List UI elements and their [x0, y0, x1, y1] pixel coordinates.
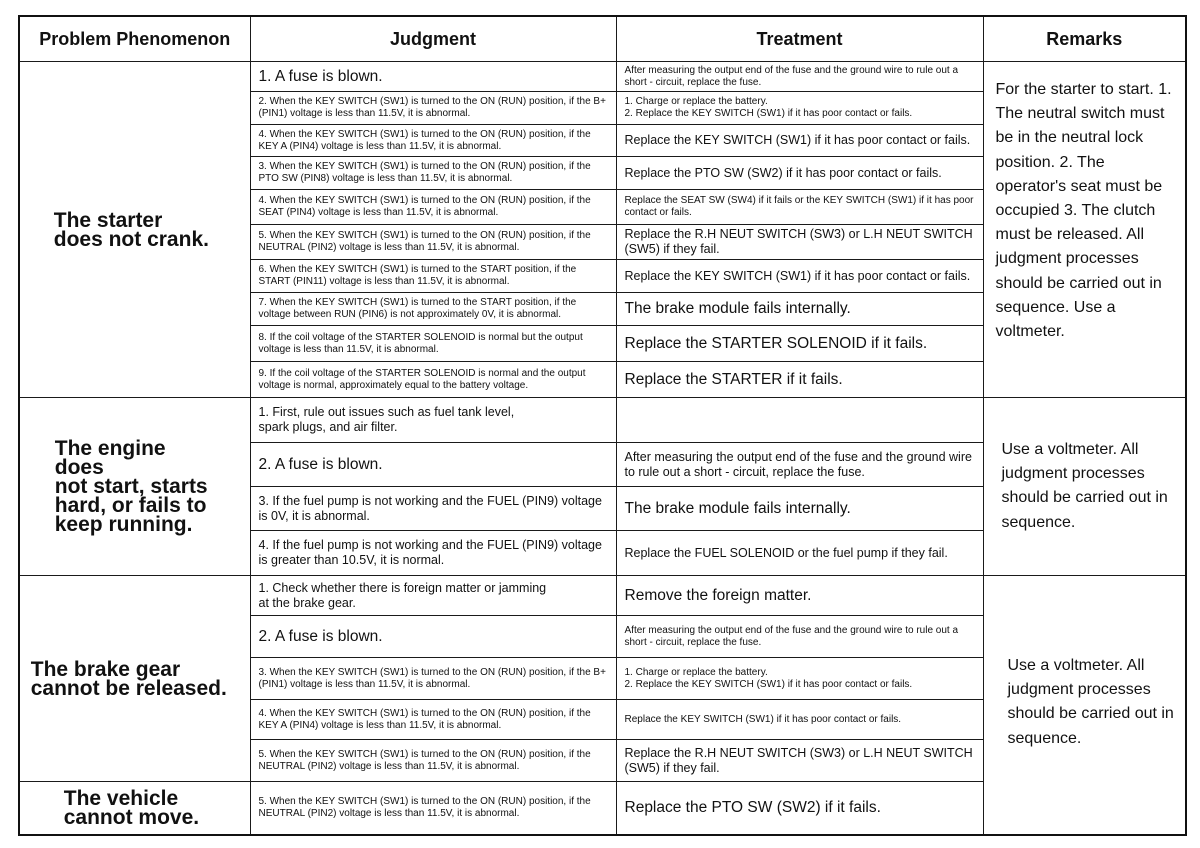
judgment-cell: 6. When the KEY SWITCH (SW1) is turned to the START position, if the START (PIN11) voltage is less than 11.5V, it is abnormal. — [250, 260, 616, 293]
problem-brake-text: The brake gear cannot be released. — [30, 657, 227, 700]
judgment-cell: 5. When the KEY SWITCH (SW1) is turned to the ON (RUN) position, if the NEUTRAL (PIN2) voltage is less than 11.5V, it is abnormal. — [250, 782, 616, 835]
judgment-cell: 5. When the KEY SWITCH (SW1) is turned to the ON (RUN) position, if the NEUTRAL (PIN2) voltage is less than 11.5V, it is abnormal. — [250, 740, 616, 782]
treatment-cell: The brake module fails internally. — [616, 293, 983, 326]
treatment-cell: Replace the PTO SW (SW2) if it has poor contact or fails. — [616, 157, 983, 190]
treatment-cell: Replace the STARTER if it fails. — [616, 362, 983, 398]
judgment-cell: 4. When the KEY SWITCH (SW1) is turned to the ON (RUN) position, if the SEAT (PIN4) voltage is less than 11.5V, it is abnormal. — [250, 190, 616, 225]
judgment-cell: 5. When the KEY SWITCH (SW1) is turned to the ON (RUN) position, if the NEUTRAL (PIN2) voltage is less than 11.5V, it is abnormal. — [250, 225, 616, 260]
treatment-cell: The brake module fails internally. — [616, 487, 983, 531]
judgment-cell: 3. When the KEY SWITCH (SW1) is turned to the ON (RUN) position, if the PTO SW (PIN8) voltage is less than 11.5V, it is abnormal. — [250, 157, 616, 190]
troubleshooting-table — [18, 15, 1187, 836]
judgment-cell: 3. When the KEY SWITCH (SW1) is turned to the ON (RUN) position, if the B+ (PIN1) voltage is less than 11.5V, it is abnormal. — [250, 658, 616, 700]
remarks-engine: Use a voltmeter. All judgment processes should be carried out in sequence. — [983, 398, 1186, 576]
problem-vehicle — [19, 782, 250, 835]
treatment-cell: After measuring the output end of the fuse and the ground wire to rule out a short - circuit, replace the fuse. — [616, 443, 983, 487]
problem-vehicle-text: The vehicle cannot move. — [63, 786, 200, 829]
treatment-cell: 1. Charge or replace the battery. 2. Replace the KEY SWITCH (SW1) if it has poor contact or fails. — [616, 658, 983, 700]
judgment-cell: 1. A fuse is blown. — [250, 62, 616, 92]
judgment-cell: 1. Check whether there is foreign matter or jamming at the brake gear. — [250, 576, 616, 616]
judgment-cell: 4. When the KEY SWITCH (SW1) is turned to the ON (RUN) position, if the KEY A (PIN4) voltage is less than 11.5V, it is abnormal. — [250, 125, 616, 157]
header-problem: Problem Phenomenon — [19, 16, 250, 62]
problem-starter — [19, 62, 250, 398]
problem-engine — [19, 398, 250, 576]
judgment-cell: 4. When the KEY SWITCH (SW1) is turned to the ON (RUN) position, if the KEY A (PIN4) voltage is less than 11.5V, it is abnormal. — [250, 700, 616, 740]
judgment-cell: 2. A fuse is blown. — [250, 616, 616, 658]
judgment-cell: 7. When the KEY SWITCH (SW1) is turned to the START position, if the voltage between RUN (PIN6) is not approximately 0V, it is abnormal. — [250, 293, 616, 326]
judgment-cell: 3. If the fuel pump is not working and the FUEL (PIN9) voltage is 0V, it is abnormal. — [250, 487, 616, 531]
treatment-cell — [616, 398, 983, 443]
judgment-cell: 4. If the fuel pump is not working and the FUEL (PIN9) voltage is greater than 10.5V, it is normal. — [250, 531, 616, 576]
problem-starter-text: The starter does not crank. — [53, 208, 209, 251]
treatment-cell: Replace the R.H NEUT SWITCH (SW3) or L.H NEUT SWITCH (SW5) if they fail. — [616, 740, 983, 782]
treatment-cell: Replace the KEY SWITCH (SW1) if it has poor contact or fails. — [616, 700, 983, 740]
remarks-brake: Use a voltmeter. All judgment processes should be carried out in sequence. — [983, 576, 1186, 835]
header-row — [19, 16, 1186, 62]
problem-brake — [19, 576, 250, 782]
judgment-cell: 1. First, rule out issues such as fuel tank level, spark plugs, and air filter. — [250, 398, 616, 443]
table-row — [19, 62, 1186, 92]
treatment-cell: 1. Charge or replace the battery. 2. Replace the KEY SWITCH (SW1) if it has poor contact or fails. — [616, 92, 983, 125]
header-treatment: Treatment — [616, 16, 983, 62]
judgment-cell: 9. If the coil voltage of the STARTER SOLENOID is normal and the output voltage is normal, approximately equal to the battery voltage. — [250, 362, 616, 398]
judgment-cell: 8. If the coil voltage of the STARTER SOLENOID is normal but the output voltage is less than 11.5V, it is abnormal. — [250, 326, 616, 362]
header-remarks: Remarks — [983, 16, 1186, 62]
treatment-cell: Replace the KEY SWITCH (SW1) if it has poor contact or fails. — [616, 260, 983, 293]
treatment-cell: Replace the PTO SW (SW2) if it fails. — [616, 782, 983, 835]
remarks-starter: For the starter to start. 1. The neutral switch must be in the neutral lock position. 2. The operator's seat must be occupied 3. The clutch must be released. All judgment processes should be carried out in sequence. Use a voltmeter. — [983, 62, 1186, 398]
treatment-cell: Replace the FUEL SOLENOID or the fuel pump if they fail. — [616, 531, 983, 576]
judgment-cell: 2. A fuse is blown. — [250, 443, 616, 487]
treatment-cell: Replace the KEY SWITCH (SW1) if it has poor contact or fails. — [616, 125, 983, 157]
treatment-cell: After measuring the output end of the fuse and the ground wire to rule out a short - circuit, replace the fuse. — [616, 616, 983, 658]
table-row — [19, 398, 1186, 443]
treatment-cell: After measuring the output end of the fuse and the ground wire to rule out a short - circuit, replace the fuse. — [616, 62, 983, 92]
treatment-cell: Replace the SEAT SW (SW4) if it fails or the KEY SWITCH (SW1) if it has poor contact or fails. — [616, 190, 983, 225]
treatment-cell: Replace the R.H NEUT SWITCH (SW3) or L.H NEUT SWITCH (SW5) if they fail. — [616, 225, 983, 260]
judgment-cell: 2. When the KEY SWITCH (SW1) is turned to the ON (RUN) position, if the B+ (PIN1) voltage is less than 11.5V, it is abnormal. — [250, 92, 616, 125]
header-judgment: Judgment — [250, 16, 616, 62]
table-row — [19, 576, 1186, 616]
treatment-cell: Remove the foreign matter. — [616, 576, 983, 616]
problem-engine-text: The engine does not start, starts hard, or fails to keep running. — [54, 437, 208, 536]
treatment-cell: Replace the STARTER SOLENOID if it fails. — [616, 326, 983, 362]
